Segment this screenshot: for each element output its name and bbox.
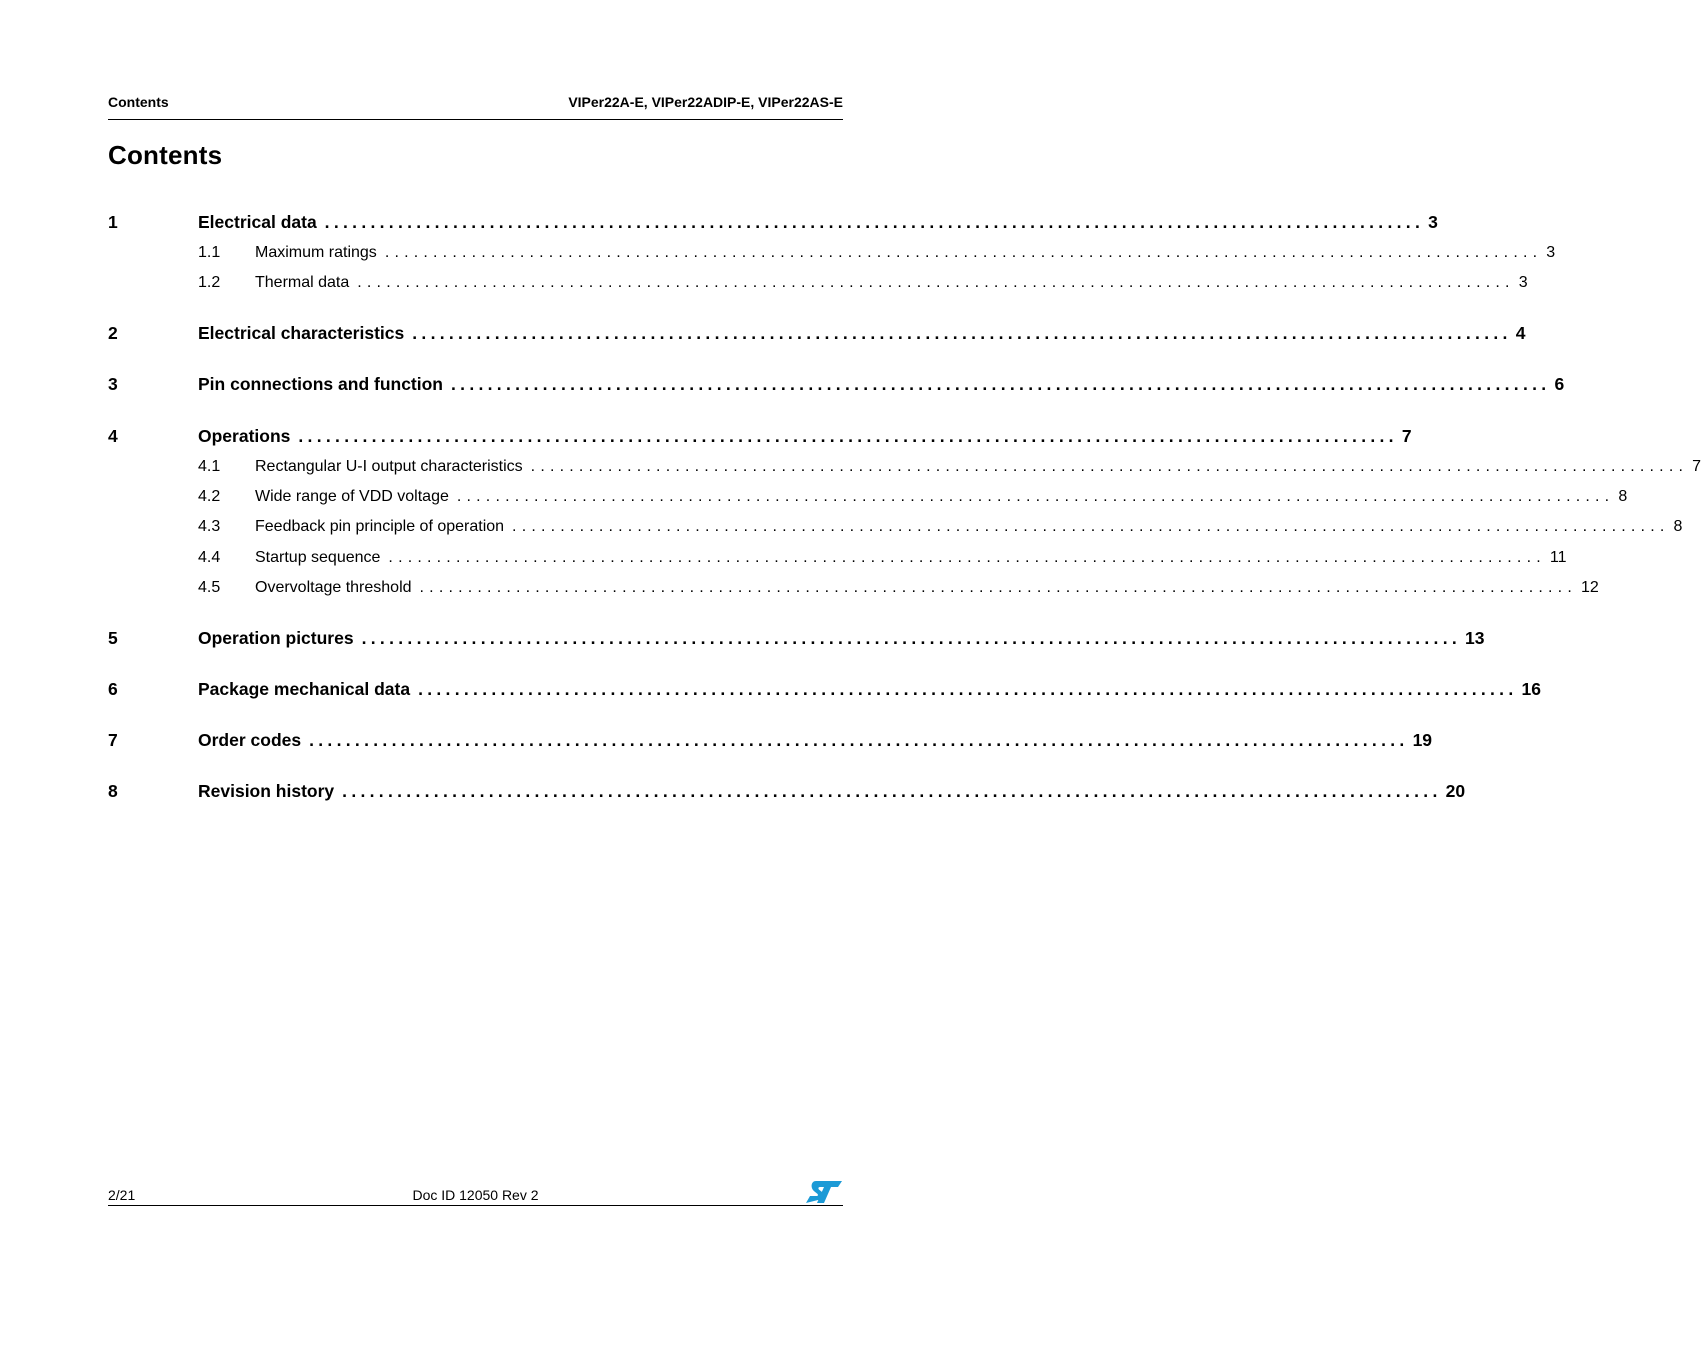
dot-leader: ........................................................................................................................: [361, 628, 1462, 648]
dot-leader: ........................................................................................................................: [388, 549, 1546, 567]
toc-entry-page-number[interactable]: 11: [1549, 549, 1567, 567]
toc-entry-page-number[interactable]: 16: [1521, 679, 1541, 699]
toc-entry-number: 4.4: [198, 549, 221, 567]
toc-entry-page-number[interactable]: 6: [1554, 374, 1565, 394]
dot-leader: ........................................................................................................................: [342, 781, 1442, 801]
toc-entry-body: [255, 488, 1628, 506]
toc-chapter-entry[interactable]: [108, 323, 1526, 344]
page-title: Contents: [108, 140, 223, 170]
toc-entry-body: [198, 323, 1526, 344]
toc-entry-title[interactable]: Revision history: [198, 781, 335, 801]
toc-chapter-entry[interactable]: [108, 374, 1565, 395]
toc-entry-title[interactable]: Feedback pin principle of operation: [255, 518, 505, 536]
toc-entry-number: 6: [108, 679, 118, 699]
toc-entry-page-number[interactable]: 8: [1618, 488, 1628, 506]
dot-leader: ........................................................................................................................: [530, 458, 1689, 476]
dot-leader: ........................................................................................................................: [324, 212, 1425, 232]
toc-entry-page-number[interactable]: 7: [1401, 426, 1412, 446]
dot-leader: ........................................................................................................................: [298, 426, 1398, 446]
st-logo-icon: [805, 1180, 843, 1204]
toc-entry-page-number[interactable]: 3: [1518, 274, 1528, 292]
toc-entry-title[interactable]: Package mechanical data: [198, 679, 411, 699]
dot-leader: ........................................................................................................................: [512, 518, 1670, 536]
toc-entry-page-number[interactable]: 12: [1580, 579, 1599, 597]
toc-entry-title[interactable]: Startup sequence: [255, 549, 381, 567]
toc-entry-number: 4: [108, 426, 118, 446]
toc-section-entry[interactable]: [108, 579, 1599, 598]
toc-entry-title[interactable]: Operations: [198, 426, 291, 446]
toc-chapter-entry[interactable]: [108, 781, 1466, 802]
toc-chapter-entry[interactable]: [108, 730, 1433, 751]
toc-entry-body: [198, 628, 1485, 649]
toc-chapter-entry[interactable]: [108, 628, 1485, 649]
toc-entry-body: [198, 426, 1412, 447]
toc-entry-title[interactable]: Rectangular U-I output characteristics: [255, 458, 523, 476]
toc-entry-page-number[interactable]: 3: [1546, 244, 1556, 262]
toc-entry-page-number[interactable]: 20: [1445, 781, 1466, 801]
toc-entry-body: [198, 212, 1438, 233]
dot-leader: ........................................................................................................................: [419, 579, 1577, 597]
toc-entry-page-number[interactable]: 8: [1673, 518, 1683, 536]
toc-entry-title[interactable]: Operation pictures: [198, 628, 354, 648]
toc-entry-number: 1.2: [198, 274, 221, 292]
dot-leader: ........................................................................................................................: [357, 274, 1515, 292]
dot-leader: ........................................................................................................................: [456, 488, 1615, 506]
toc-entry-number: 4.1: [198, 458, 221, 476]
page-number: 2/21: [108, 1187, 136, 1203]
toc-entry-number: 1.1: [198, 244, 221, 262]
toc-chapter-entry[interactable]: [108, 212, 1438, 233]
toc-entry-number: 2: [108, 323, 118, 343]
toc-chapter-entry[interactable]: [108, 679, 1541, 700]
dot-leader: ........................................................................................................................: [418, 679, 1518, 699]
toc-entry-number: 5: [108, 628, 118, 648]
toc-chapter-entry[interactable]: [108, 426, 1412, 447]
toc-section-entry[interactable]: [108, 518, 1683, 537]
page-header: [108, 93, 843, 120]
toc-section-entry[interactable]: [108, 488, 1628, 507]
toc-section-entry[interactable]: [108, 549, 1567, 568]
toc-entry-title[interactable]: Order codes: [198, 730, 302, 750]
header-section-title: Contents: [108, 94, 169, 110]
toc-entry-page-number[interactable]: 7: [1692, 458, 1701, 476]
toc-entry-title[interactable]: Electrical data: [198, 212, 317, 232]
dot-leader: ........................................................................................................................: [451, 374, 1551, 394]
toc-entry-body: [198, 679, 1541, 700]
toc-entry-title[interactable]: Electrical characteristics: [198, 323, 405, 343]
toc-entry-page-number[interactable]: 4: [1515, 323, 1526, 343]
toc-entry-number: 7: [108, 730, 118, 750]
dot-leader: ........................................................................................................................: [309, 730, 1409, 750]
toc-entry-page-number[interactable]: 3: [1428, 212, 1438, 232]
toc-entry-title[interactable]: Wide range of VDD voltage: [255, 488, 449, 506]
toc-entry-title[interactable]: Thermal data: [255, 274, 350, 292]
dot-leader: ........................................................................................................................: [384, 244, 1543, 262]
toc-entry-body: [255, 579, 1599, 597]
toc-section-entry[interactable]: [108, 244, 1556, 263]
toc-entry-number: 4.2: [198, 488, 221, 506]
toc-entry-body: [255, 458, 1701, 476]
toc-entry-page-number[interactable]: 19: [1412, 730, 1433, 750]
dot-leader: ........................................................................................................................: [412, 323, 1512, 343]
toc-entry-body: [255, 549, 1567, 567]
toc-section-entry[interactable]: [108, 274, 1528, 293]
toc-entry-body: [198, 374, 1565, 395]
toc-entry-title[interactable]: Pin connections and function: [198, 374, 443, 394]
toc-entry-body: [198, 730, 1433, 751]
toc-entry-number: 4.5: [198, 579, 221, 597]
toc-entry-body: [198, 781, 1466, 802]
toc-entry-number: 1: [108, 212, 118, 232]
toc-entry-body: [255, 274, 1528, 292]
toc-entry-page-number[interactable]: 13: [1465, 628, 1485, 648]
toc-entry-number: 4.3: [198, 518, 221, 536]
toc-entry-body: [255, 518, 1683, 536]
toc-entry-title[interactable]: Overvoltage threshold: [255, 579, 412, 597]
toc-section-entry[interactable]: [108, 458, 1701, 477]
page-footer: [108, 1180, 843, 1206]
header-product-names: VIPer22A-E, VIPer22ADIP-E, VIPer22AS-E: [568, 94, 843, 110]
toc-entry-title[interactable]: Maximum ratings: [255, 244, 377, 262]
document-id: Doc ID 12050 Rev 2: [412, 1187, 539, 1203]
toc-entry-number: 3: [108, 374, 118, 394]
toc-entry-number: 8: [108, 781, 118, 801]
toc-entry-body: [255, 244, 1556, 262]
